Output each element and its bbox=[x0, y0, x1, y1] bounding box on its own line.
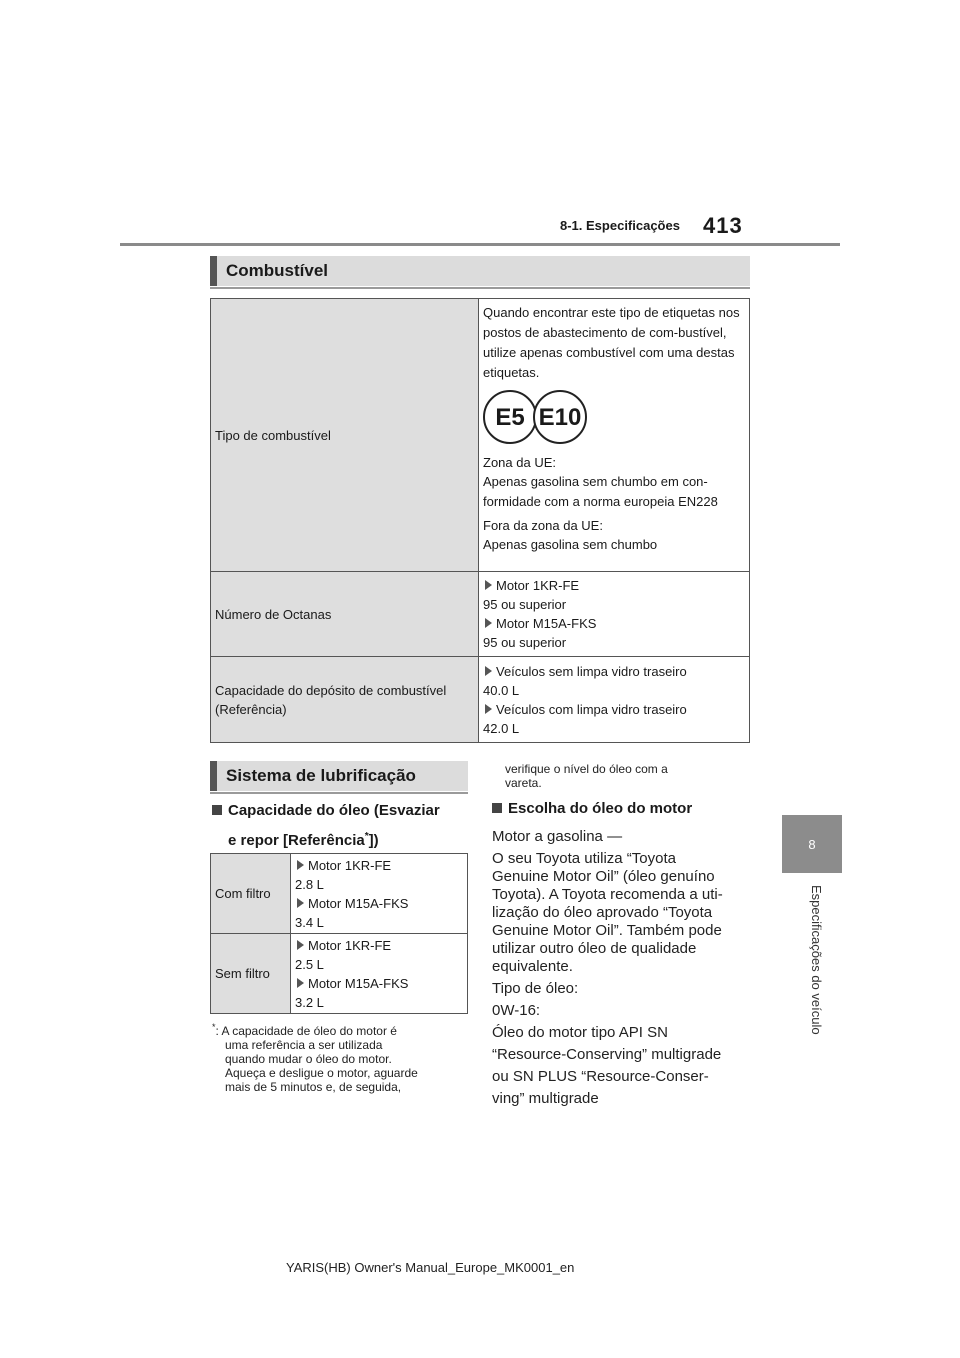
fuel-badges bbox=[483, 389, 745, 445]
fuel-heading-rule bbox=[210, 287, 750, 289]
oil-line-2: O seu Toyota utiliza “Toyota bbox=[492, 850, 676, 867]
table-row bbox=[211, 854, 468, 934]
octane-value-1: 95 ou superior bbox=[483, 597, 567, 612]
footnote bbox=[212, 1020, 472, 1094]
without-filter-value bbox=[291, 934, 468, 1014]
table-row bbox=[211, 299, 750, 572]
oil-line-5: lização do óleo aprovado “Toyota bbox=[492, 904, 713, 921]
oil-capacity-table bbox=[210, 853, 468, 1014]
table-row bbox=[211, 934, 468, 1014]
tank-capacity-label bbox=[211, 657, 479, 743]
footnote-line-1: : A capacidade de óleo do motor é bbox=[215, 1024, 397, 1038]
tank-variant-2: Veículos com limpa vidro traseiro bbox=[496, 701, 687, 717]
oil-choice-title bbox=[492, 796, 762, 822]
footnote-line-6: verifique o nível do óleo com a bbox=[505, 762, 668, 776]
with-filter-engine-1: Motor 1KR-FE bbox=[308, 857, 392, 873]
e10-label-icon: E10 bbox=[533, 390, 587, 444]
triangle-bullet-icon bbox=[297, 940, 304, 950]
fuel-table bbox=[210, 298, 750, 743]
footnote-marker: * bbox=[364, 831, 369, 842]
oil-capacity-title-line-1: Capacidade do óleo (Esvaziar bbox=[228, 802, 440, 819]
tank-label-line-2: (Referência) bbox=[215, 701, 287, 717]
chapter-tab: 8 bbox=[782, 815, 842, 873]
oil-type-line-2: 0W-16: bbox=[492, 1002, 541, 1019]
non-eu-zone-title: Fora da zona da UE: bbox=[483, 518, 603, 533]
oil-type-line-3: Óleo do motor tipo API SN bbox=[492, 1024, 668, 1041]
with-filter-value bbox=[291, 854, 468, 934]
without-filter-label: Sem filtro bbox=[211, 934, 291, 1014]
tank-variant-1: Veículos sem limpa vidro traseiro bbox=[496, 663, 687, 679]
e5-label-icon: E5 bbox=[483, 390, 537, 444]
triangle-bullet-icon bbox=[485, 704, 492, 714]
eu-zone-text: Apenas gasolina sem chumbo em con-formidade com a norma europeia EN228 bbox=[483, 474, 718, 509]
fuel-type-value bbox=[479, 299, 750, 572]
triangle-bullet-icon bbox=[485, 666, 492, 676]
tank-value-1: 40.0 L bbox=[483, 682, 520, 698]
octane-engine-1: Motor 1KR-FE bbox=[496, 578, 580, 593]
octane-engine-2: Motor M15A-FKS bbox=[496, 616, 597, 631]
header-divider bbox=[120, 243, 840, 246]
without-filter-value-1: 2.5 L bbox=[295, 956, 324, 972]
oil-capacity-title bbox=[212, 798, 472, 854]
tank-capacity-value bbox=[479, 657, 750, 743]
without-filter-value-2: 3.2 L bbox=[295, 994, 324, 1010]
oil-line-1: Motor a gasolina — bbox=[492, 828, 623, 845]
footnote-line-7: vareta. bbox=[505, 776, 542, 790]
triangle-bullet-icon bbox=[485, 580, 492, 590]
without-filter-engine-1: Motor 1KR-FE bbox=[308, 937, 392, 953]
oil-line-8: equivalente. bbox=[492, 958, 573, 975]
footnote-line-3: quando mudar o óleo do motor. bbox=[225, 1052, 392, 1066]
oil-type-line-6: ving” multigrade bbox=[492, 1090, 599, 1107]
square-bullet-icon bbox=[492, 803, 502, 813]
footnote-star: * bbox=[212, 1022, 216, 1032]
triangle-bullet-icon bbox=[485, 618, 492, 628]
fuel-type-intro: Quando encontrar este tipo de etiquetas nos postos de abastecimento de com-bustível, utilize apenas combustível com uma destas etiquetas. bbox=[483, 305, 740, 380]
footnote-line-5: mais de 5 minutos e, de seguida, bbox=[225, 1080, 402, 1094]
triangle-bullet-icon bbox=[297, 860, 304, 870]
section-title: 8-1. Especificações bbox=[560, 218, 680, 233]
tank-value-2: 42.0 L bbox=[483, 720, 520, 736]
tank-label-line-1: Capacidade do depósito de combustível bbox=[215, 682, 447, 698]
with-filter-label: Com filtro bbox=[211, 854, 291, 934]
footnote-continued bbox=[505, 762, 765, 790]
fuel-heading: Combustível bbox=[210, 256, 750, 286]
oil-type-line-1: Tipo de óleo: bbox=[492, 980, 579, 997]
oil-type bbox=[492, 978, 762, 1110]
table-row bbox=[211, 572, 750, 657]
oil-line-4: Toyota). A Toyota recomenda a uti- bbox=[492, 886, 723, 903]
oil-capacity-title-line-2: e repor [Referência bbox=[228, 832, 365, 849]
without-filter-engine-2: Motor M15A-FKS bbox=[308, 975, 409, 991]
oil-line-7: utilizar outro óleo de qualidade bbox=[492, 940, 697, 957]
table-row bbox=[211, 657, 750, 743]
oil-choice-title-text: Escolha do óleo do motor bbox=[508, 800, 693, 817]
triangle-bullet-icon bbox=[297, 978, 304, 988]
with-filter-engine-2: Motor M15A-FKS bbox=[308, 895, 409, 911]
with-filter-value-1: 2.8 L bbox=[295, 876, 324, 892]
footnote-line-4: Aqueça e desligue o motor, aguarde bbox=[225, 1066, 418, 1080]
oil-capacity-title-end: ]) bbox=[368, 832, 379, 849]
oil-type-line-5: ou SN PLUS “Resource-Conser- bbox=[492, 1068, 709, 1085]
oil-type-line-4: “Resource-Conserving” multigrade bbox=[492, 1046, 722, 1063]
footnote-line-2: uma referência a ser utilizada bbox=[225, 1038, 383, 1052]
non-eu-zone-text: Apenas gasolina sem chumbo bbox=[483, 537, 658, 552]
octane-value bbox=[479, 572, 750, 657]
oil-line-3: Genuine Motor Oil” (óleo genuíno bbox=[492, 868, 715, 885]
page-number: 413 bbox=[703, 213, 743, 238]
chapter-label: Especificações do veículo bbox=[809, 885, 824, 1035]
lubrication-heading: Sistema de lubrificação bbox=[210, 761, 468, 791]
octane-label: Número de Octanas bbox=[211, 572, 479, 657]
with-filter-value-2: 3.4 L bbox=[295, 914, 324, 930]
square-bullet-icon bbox=[212, 805, 222, 815]
fuel-type-label: Tipo de combustível bbox=[211, 299, 479, 572]
triangle-bullet-icon bbox=[297, 898, 304, 908]
oil-recommendation bbox=[492, 828, 762, 976]
lubrication-heading-rule bbox=[210, 792, 468, 794]
oil-line-6: Genuine Motor Oil”. Também pode bbox=[492, 922, 722, 939]
eu-zone-title: Zona da UE: bbox=[483, 455, 556, 470]
manual-footer: YARIS(HB) Owner's Manual_Europe_MK0001_en bbox=[286, 1260, 575, 1275]
octane-value-2: 95 ou superior bbox=[483, 635, 567, 650]
